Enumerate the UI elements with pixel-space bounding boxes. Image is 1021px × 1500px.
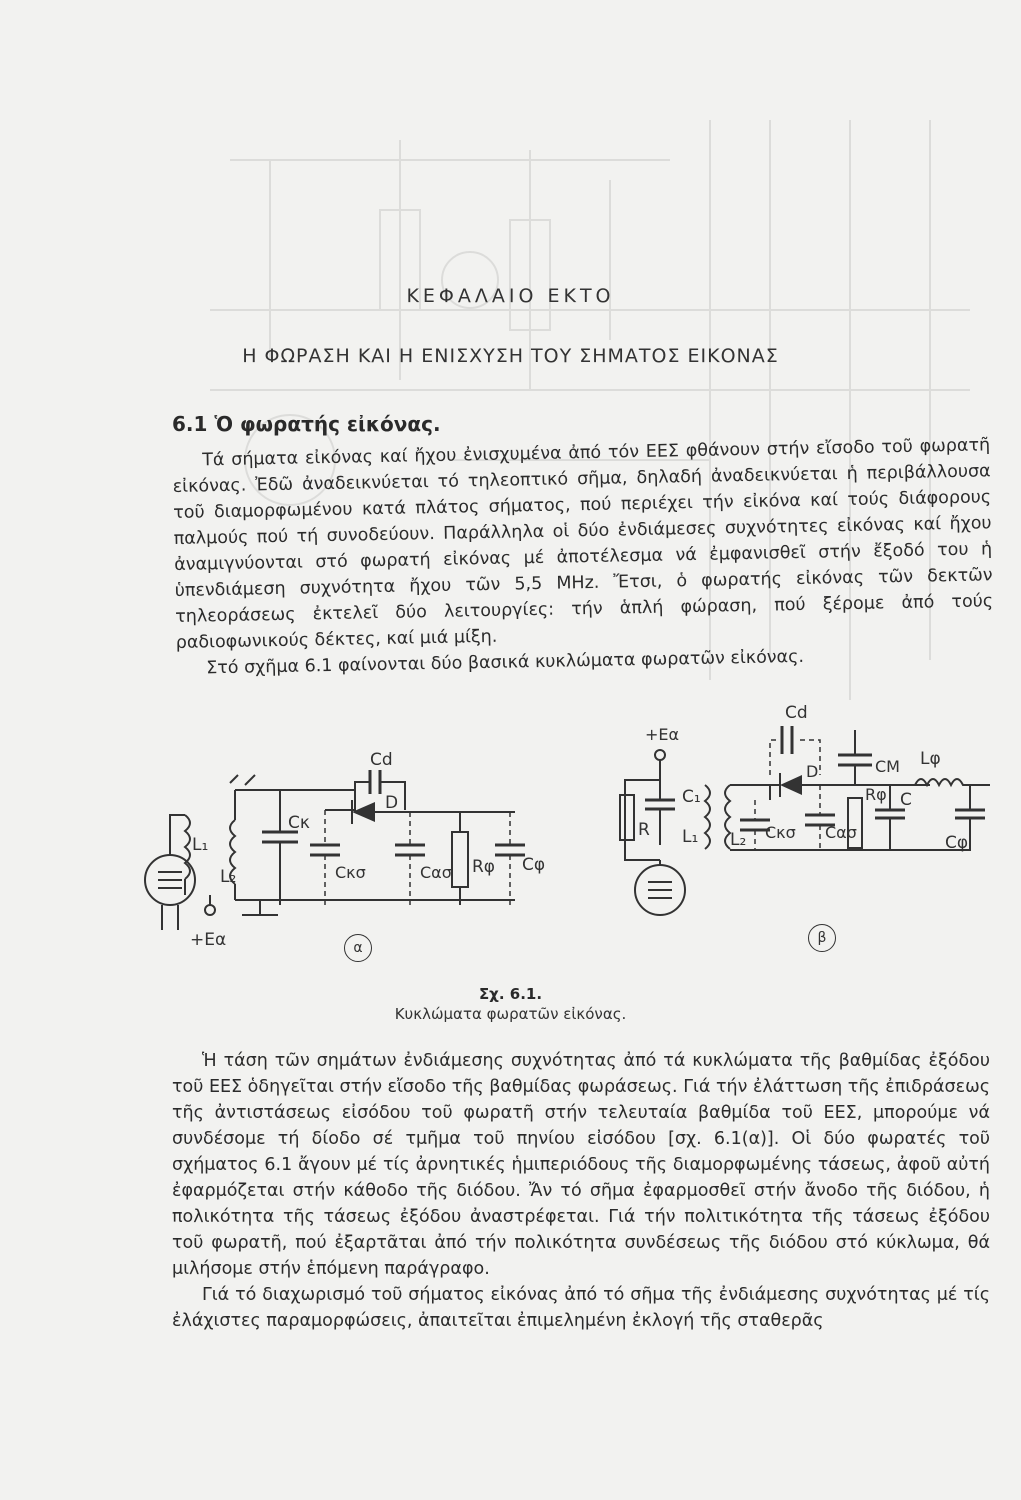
label-D-a: D bbox=[385, 793, 399, 813]
label-Ea-b: +Eα bbox=[645, 725, 680, 744]
label-Cko-a: Cκσ bbox=[335, 863, 366, 882]
label-Ea-a: +Eα bbox=[190, 930, 227, 950]
label-Cphi-a: Cφ bbox=[522, 855, 546, 875]
paragraph-4: Γιά τό διαχωρισμό τοῦ σήματος εἰκόνας ἀπό τό σῆμα τῆς ἐνδιάμεσης συχνότητας μέ τίς ἐλάχιστες παραμορφώσεις, ἀπαιτεῖται ἐπιμελημένη ἐκλογή τῆς σταθερᾶς bbox=[172, 1285, 990, 1331]
label-Cd-b: Cd bbox=[785, 703, 808, 723]
intro-text bbox=[172, 432, 994, 682]
chapter-label: ΚΕΦΑΛΑΙΟ ΕΚΤΟ bbox=[406, 285, 615, 307]
label-Lphi-b: Lφ bbox=[920, 749, 941, 769]
label-Rphi-b: Rφ bbox=[865, 785, 887, 804]
label-R-b: R bbox=[638, 820, 650, 840]
label-C-b: C bbox=[900, 790, 912, 810]
label-L2-a: L₂ bbox=[220, 867, 237, 887]
label-L1-b: L₁ bbox=[682, 827, 699, 847]
body-text bbox=[172, 1048, 990, 1334]
label-Cko-b: Cκσ bbox=[765, 823, 796, 842]
chapter-title: Η ΦΩΡΑΣΗ ΚΑΙ Η ΕΝΙΣΧΥΣΗ ΤΟΥ ΣΗΜΑΤΟΣ ΕΙΚΟΝΑΣ bbox=[242, 345, 779, 367]
figure-6-1-schematics bbox=[130, 700, 1000, 970]
label-Cd-a: Cd bbox=[370, 750, 393, 770]
section-heading: 6.1 Ὁ φωρατής εἰκόνας. bbox=[172, 412, 441, 436]
label-Cao-b: Cασ bbox=[825, 823, 857, 842]
label-Ck-a: Cκ bbox=[288, 813, 310, 833]
paragraph-3: Ἡ τάση τῶν σημάτων ἐνδιάμεσης συχνότητας ἀπό τά κυκλώματα τῆς βαθμίδας ἐξόδου τοῦ ΕΕΣ ὁδηγεῖται στήν εἴσοδο τῆς βαθμίδας φωράσεως. Γιά τήν ἐλάττωση τῆς ἐπιδράσεως τῆς ἀντιστάσεως εἰσόδου τοῦ φωρατῆ στήν τελευταία βαθμίδα τοῦ ΕΕΣ, μπορούμε νά συνδέσομε τή δίοδο σέ τμῆμα τοῦ πηνίου εἰσόδου [σχ. 6.1(α)]. Οἱ δύο φωρατές τοῦ σχήματος 6.1 ἄγουν μέ τίς ἀρνητικές ἡμιπεριόδους τῆς διαμορφωμένης τάσεως, ἀφοῦ αὐτή ἐφαρμόζεται στήν κάθοδο τῆς διόδου. Ἄν τό σῆμα ἐφαρμοσθεῖ στήν ἄνοδο τῆς διόδου, ἡ πολικότητα τῆς τάσεως ἐξόδου ἀναστρέφεται. Γιά τήν πολιτικότητα τῆς τάσεως ἐξόδου τοῦ φωρατῆ, πού ἐξαρτᾶται ἀπό τήν πολικότητα συνδέσεως τῆς διόδου στό κύκλωμα, θά μιλήσομε στήν ἑπόμενη παράγραφο. bbox=[172, 1051, 990, 1279]
label-D-b: D bbox=[806, 762, 819, 781]
label-CM-b: CM bbox=[875, 757, 900, 776]
circuit-b bbox=[620, 703, 990, 915]
paragraph-2: Στό σχῆμα 6.1 φαίνονται δύο βασικά κυκλώματα φωρατῶν εἰκόνας. bbox=[206, 646, 805, 679]
panel-a-label: α bbox=[344, 934, 372, 962]
label-Cphi-b: Cφ bbox=[945, 833, 969, 853]
label-Rphi-a: Rφ bbox=[472, 857, 496, 877]
panel-b-label: β bbox=[808, 924, 836, 952]
figure-caption: Κυκλώματα φωρατῶν εἰκόνας. bbox=[394, 1005, 627, 1023]
figure-number: Σχ. 6.1. bbox=[478, 985, 543, 1003]
label-L2-b: L₂ bbox=[730, 830, 747, 850]
label-Cao-a: Cασ bbox=[420, 863, 452, 882]
paragraph-1: Τά σήματα εἰκόνας καί ἤχου ἐνισχυμένα ἀπό τόν ΕΕΣ φθάνουν στήν εἴσοδο τοῦ φωρατῆ εἰκόνας. Ἐδῶ ἀναδεικνύεται τό τηλεοπτικό σῆμα, δηλαδή ἀναδεικνύεται ἡ περιβάλλουσα τοῦ διαμορφωμένου κατά πλάτος σήματος, πού περιέχει τήν εἰκόνα καί τούς διάφορους παλμούς πού τή συνοδεύουν. Παράλληλα οἱ δύο ἐνδιάμεσες συχνότητες εἰκόνας καί ἤχου ἀναμιγνύονται στό φωρατή εἰκόνας μέ ἀποτέλεσμα νά ἐμφανισθεῖ στήν ἔξοδό του ἡ ὑπενδιάμεση συχνότητα ἤχου τῶν 5,5 MHz. Ἔτσι, ὁ φωρατής εἰκόνας τῶν δεκτῶν τηλεοράσεως ἐκτελεῖ δύο λειτουργίες: τήν ἁπλή φώραση, πού ξέρομε ἀπό τούς ραδιοφωνικούς δέκτες, καί μιά μίξη. bbox=[172, 435, 994, 653]
label-C1-b: C₁ bbox=[682, 787, 701, 807]
circuit-a bbox=[145, 750, 545, 950]
label-L1-a: L₁ bbox=[192, 835, 209, 855]
